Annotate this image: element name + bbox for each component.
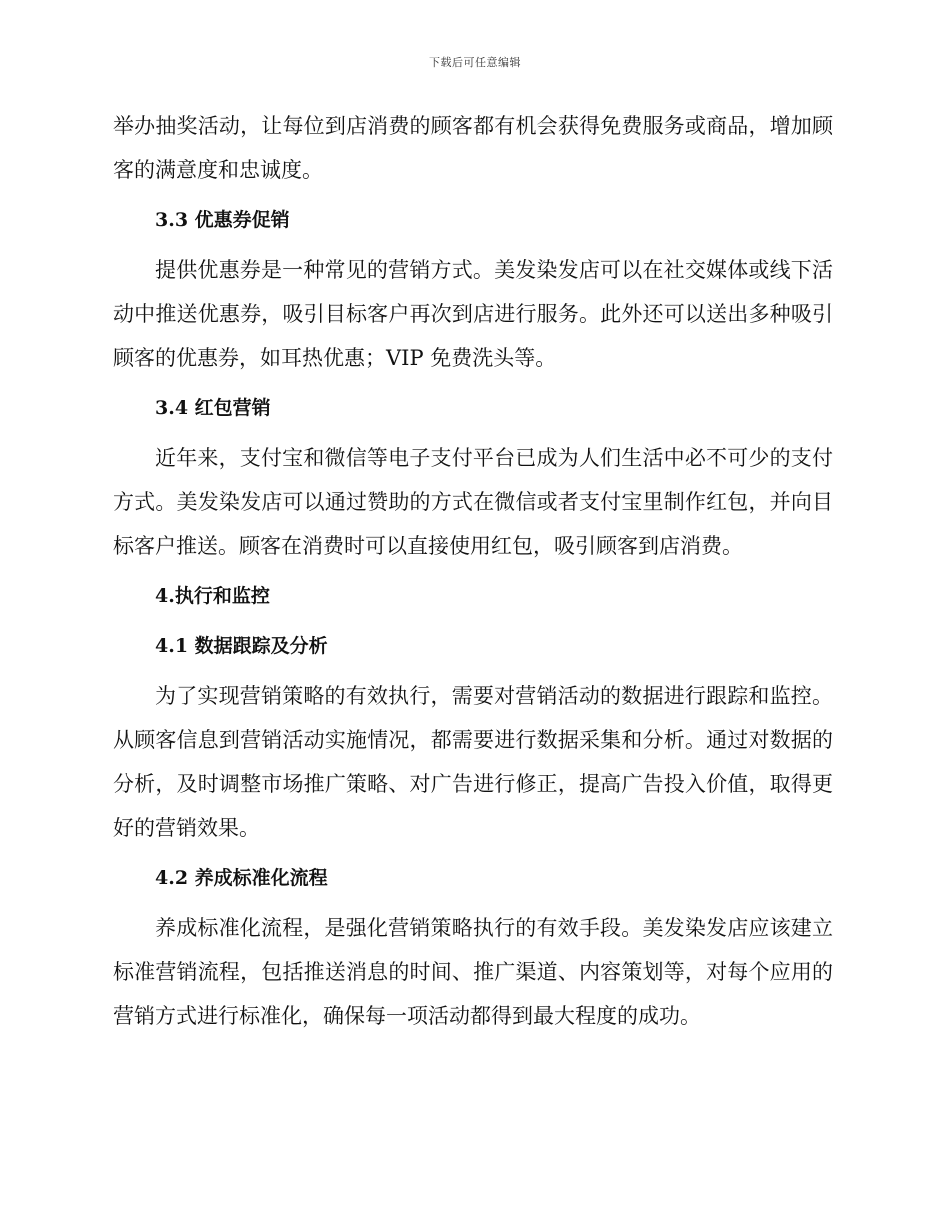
heading-4: 4.执行和监控 [155,585,270,607]
page-header: 下载后可任意编辑 [429,56,521,69]
paragraph-red-packet: 近年来，支付宝和微信等电子支付平台已成为人们生活中必不可少的支付方式。美发染发店可以通过赞助的方式在微信或者支付宝里制作红包，并向目标客户推送。顾客在消费时可以直接使用红包，吸引顾客到店消费。 [113,446,833,558]
paragraph-coupon: 提供优惠券是一种常见的营销方式。美发染发店可以在社交媒体或线下活动中推送优惠券，吸引目标客户再次到店进行服务。此外还可以送出多种吸引顾客的优惠券，如耳热优惠；VIP 免费洗头等。 [113,258,833,370]
paragraph-data-tracking: 为了实现营销策略的有效执行，需要对营销活动的数据进行跟踪和监控。从顾客信息到营销活动实施情况，都需要进行数据采集和分析。通过对数据的分析，及时调整市场推广策略、对广告进行修正，提高广告投入价值，取得更好的营销效果。 [113,684,833,840]
paragraph-lottery: 举办抽奖活动，让每位到店消费的顾客都有机会获得免费服务或商品，增加顾客的满意度和忠诚度。 [113,114,833,182]
heading-3-3: 3.3 优惠券促销 [155,209,290,231]
heading-4-1: 4.1 数据跟踪及分析 [155,635,328,657]
document-body [113,104,833,1038]
heading-3-4: 3.4 红包营销 [155,397,271,419]
paragraph-standard-process: 养成标准化流程，是强化营销策略执行的有效手段。美发染发店应该建立标准营销流程，包括推送消息的时间、推广渠道、内容策划等，对每个应用的营销方式进行标准化，确保每一项活动都得到最大程度的成功。 [113,916,833,1028]
heading-4-2: 4.2 养成标准化流程 [155,867,328,889]
